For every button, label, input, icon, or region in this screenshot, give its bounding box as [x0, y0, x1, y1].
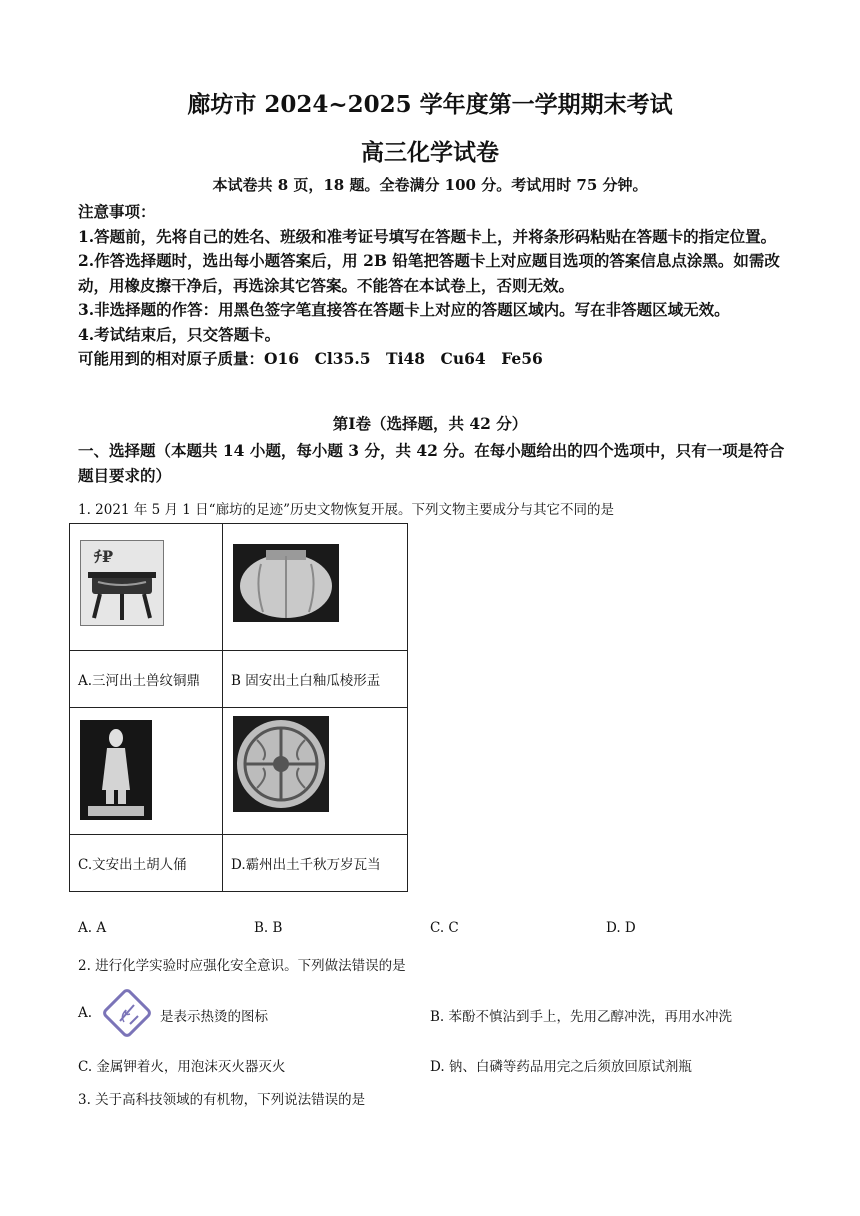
exam-subtitle: 高三化学试卷	[361, 139, 499, 166]
bronze-ding-icon	[80, 540, 164, 626]
artifact-image-cell	[223, 524, 408, 651]
svg-text:ﾁ₽: ﾁ₽	[94, 547, 114, 566]
q2-option-b: B. 苯酚不慎沾到手上，先用乙醇冲洗，再用水冲洗	[430, 1009, 733, 1025]
q2-option-c: C. 金属钾着火，用泡沫灭火器灭火	[78, 1059, 286, 1075]
artifact-label-d: D.霸州出土千秋万岁瓦当	[223, 835, 408, 892]
artifact-label-b: B 固安出土白釉瓜棱形盂	[223, 651, 408, 708]
question-1-stem: 1. 2021 年 5 月 1 日“廊坊的足迹”历史文物恢复开展。下列文物主要成分与其它不同的是	[78, 502, 614, 518]
artifact-image-cell	[70, 708, 223, 835]
note-item: 1.答题前，先将自己的姓名、班级和准考证号填写在答题卡上，并将条形码粘贴在答题卡的指定位置。	[78, 226, 777, 246]
white-glaze-jar-icon	[233, 544, 339, 622]
notes-heading: 注意事项：	[78, 202, 156, 221]
section-heading: 一、选择题（本题共 14 小题，每小题 3 分，共 42 分。在每小题给出的四个选项中，只有一项是符合题目要求的）	[78, 441, 785, 485]
tile-end-icon	[233, 716, 329, 812]
question-3-stem: 3. 关于高科技领域的有机物，下列说法错误的是	[78, 1092, 366, 1108]
artifact-image-cell	[223, 708, 408, 835]
artifact-label-c: C.文安出土胡人俑	[70, 835, 223, 892]
exam-info: 本试卷共 8 页，18 题。全卷满分 100 分。考试用时 75 分钟。	[212, 176, 648, 194]
q1-option-b: B. B	[254, 920, 283, 936]
atomic-masses: 可能用到的相对原子质量：O16 Cl35.5 Ti48 Cu64 Fe56	[78, 349, 543, 368]
note-item: 3.非选择题的作答：用黑色签字笔直接答在答题卡上对应的答题区域内。写在非答题区域无效。	[78, 300, 730, 319]
notes-block	[78, 200, 788, 372]
q1-option-a: A. A	[78, 920, 107, 936]
note-item: 2.作答选择题时，选出每小题答案后，用 2B 铅笔把答题卡上对应题目选项的答案信息点涂黑。如需改动，用橡皮擦干净后，再选涂其它答案。不能答在本试卷上，否则无效。	[78, 251, 780, 295]
q1-option-c: C. C	[430, 920, 459, 936]
q2-option-a-text: 是表示热烫的图标	[160, 1009, 268, 1025]
artifact-image-cell	[70, 524, 223, 651]
question-2-stem: 2. 进行化学实验时应强化安全意识。下列做法错误的是	[78, 958, 406, 974]
q1-option-d: D. D	[606, 920, 636, 936]
hot-surface-warning-icon	[100, 986, 154, 1038]
q2-option-a-prefix: A.	[78, 1005, 93, 1021]
pottery-figurine-icon	[80, 720, 152, 820]
q2-option-d: D. 钠、白磷等药品用完之后须放回原试剂瓶	[430, 1059, 692, 1075]
artifact-table	[69, 523, 408, 892]
note-item: 4.考试结束后，只交答题卡。	[78, 324, 281, 344]
exam-title: 廊坊市 2024~2025 学年度第一学期期末考试	[187, 91, 673, 118]
artifact-label-a: A.三河出土兽纹铜鼎	[70, 651, 223, 708]
part-heading: 第Ⅰ卷（选择题，共 42 分）	[332, 414, 528, 433]
